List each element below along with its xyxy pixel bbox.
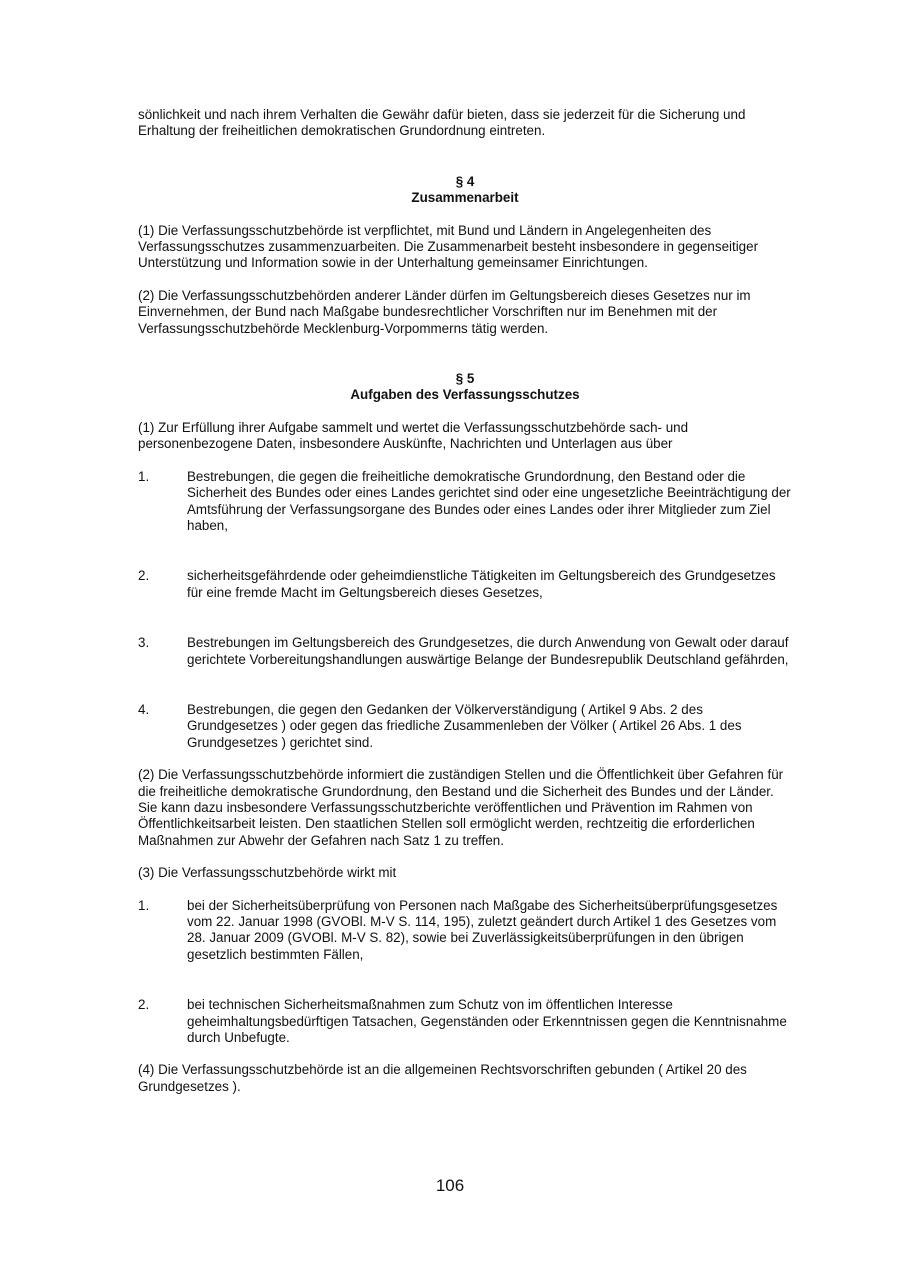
document-page bbox=[138, 107, 792, 1095]
list-item-number: 4. bbox=[138, 701, 150, 717]
section-5-number: § 5 bbox=[455, 371, 475, 387]
section-5-paragraph-4: (4) Die Verfassungsschutzbehörde ist an die allgemeinen Rechtsvorschriften gebunden ( Artikel 20 des Grundgesetzes ). bbox=[138, 1062, 747, 1094]
list-item bbox=[138, 898, 792, 964]
list-item-number: 3. bbox=[138, 635, 150, 651]
list-item-text: bei technischen Sicherheitsmaßnahmen zum Schutz von im öffentlichen Interesse geheimhaltungsbedürftigen Tatsachen, Gegenständen oder Erkenntnissen gegen die Kenntnisnahme durch Unbefugte. bbox=[187, 997, 787, 1046]
section-5-paragraph-3: (3) Die Verfassungsschutzbehörde wirkt mit bbox=[138, 865, 397, 881]
list-item bbox=[138, 568, 792, 601]
list-item bbox=[138, 997, 792, 1046]
list-item-number: 1. bbox=[138, 468, 150, 484]
page-number: 106 bbox=[435, 1176, 465, 1195]
section-4-paragraph-1: (1) Die Verfassungsschutzbehörde ist verpflichtet, mit Bund und Ländern in Angelegenheiten des Verfassungsschutzes zusammenzuarbeiten. Die Zusammenarbeit besteht insbesondere in gegenseitiger Unterstützung und Information sowie in der Unterhaltung gemeinsamer Einrichtungen. bbox=[138, 222, 759, 271]
list-item-number: 1. bbox=[138, 897, 150, 913]
section-5-title: Aufgaben des Verfassungsschutzes bbox=[350, 387, 580, 403]
list-item-number: 2. bbox=[138, 568, 150, 584]
list-item-text: Bestrebungen, die gegen den Gedanken der Völkerverständigung ( Artikel 9 Abs. 2 des Grundgesetzes ) oder gegen das friedliche Zusammenleben der Völker ( Artikel 26 Abs. 1 des Grundgesetzes ) gerichtet sind. bbox=[187, 701, 742, 750]
list-item-text: Bestrebungen im Geltungsbereich des Grundgesetzes, die durch Anwendung von Gewalt oder darauf gerichtete Vorbereitungshandlungen auswärtige Belange der Bundesrepublik Deutschland gefährden, bbox=[187, 635, 789, 667]
list-item bbox=[138, 702, 792, 751]
list-item-text: sicherheitsgefährdende oder geheimdienstliche Tätigkeiten im Geltungsbereich des Grundgesetzes für eine fremde Macht im Geltungsbereich dieses Gesetzes, bbox=[187, 568, 776, 600]
section-4-paragraph-2: (2) Die Verfassungsschutzbehörden anderer Länder dürfen im Geltungsbereich dieses Gesetzes nur im Einvernehmen, der Bund nach Maßgabe bundesrechtlicher Vorschriften nur im Benehmen mit der Verfassungsschutzbehörde Mecklenburg-Vorpommerns tätig werden. bbox=[138, 287, 751, 336]
section-5-paragraph-1: (1) Zur Erfüllung ihrer Aufgabe sammelt und wertet die Verfassungsschutzbehörde sach- und personenbezogene Daten, insbesondere Auskünfte, Nachrichten und Unterlagen aus über bbox=[138, 419, 689, 452]
list-item-number: 2. bbox=[138, 997, 150, 1013]
list-item bbox=[138, 469, 792, 535]
list-item-text: Bestrebungen, die gegen die freiheitliche demokratische Grundordnung, den Bestand oder die Sicherheit des Bundes oder eines Landes gerichtet sind oder eine ungesetzliche Beeinträchtigung der Amtsführung der Verfassungsorgane des Bundes oder eines Landes oder ihrer Mitglieder zum Ziel haben, bbox=[187, 468, 791, 533]
section-4-number: § 4 bbox=[455, 173, 475, 189]
list-item bbox=[138, 635, 792, 668]
list-item-text: bei der Sicherheitsüberprüfung von Personen nach Maßgabe des Sicherheitsüberprüfungsgesetzes vom 22. Januar 1998 (GVOBl. M-V S. 114, 195), zuletzt geändert durch Artikel 1 des Gesetzes vom 28. Januar 2009 (GVOBl. M-V S. 82), sowie bei Zuverlässigkeitsüberprüfungen in den übrigen gesetzlich bestimmten Fällen, bbox=[187, 897, 778, 962]
intro-paragraph: sönlichkeit und nach ihrem Verhalten die Gewähr dafür bieten, dass sie jederzeit für die Sicherung und Erhaltung der freiheitlichen demokratischen Grundordnung eintreten. bbox=[138, 107, 746, 139]
section-4-title: Zusammenarbeit bbox=[411, 190, 519, 206]
section-5-paragraph-2: (2) Die Verfassungsschutzbehörde informiert die zuständigen Stellen und die Öffentlichkeit über Gefahren für die freiheitliche demokratische Grundordnung, den Bestand und die Sicherheit des Bundes und der Länder. Sie kann dazu insbesondere Verfassungsschutzberichte veröffentlichen und Prävention im Rahmen von Öffentlichkeitsarbeit leisten. Den staatlichen Stellen soll ermöglicht werden, rechtzeitig die erforderlichen Maßnahmen zur Abwehr der Gefahren nach Satz 1 zu treffen. bbox=[138, 767, 784, 848]
